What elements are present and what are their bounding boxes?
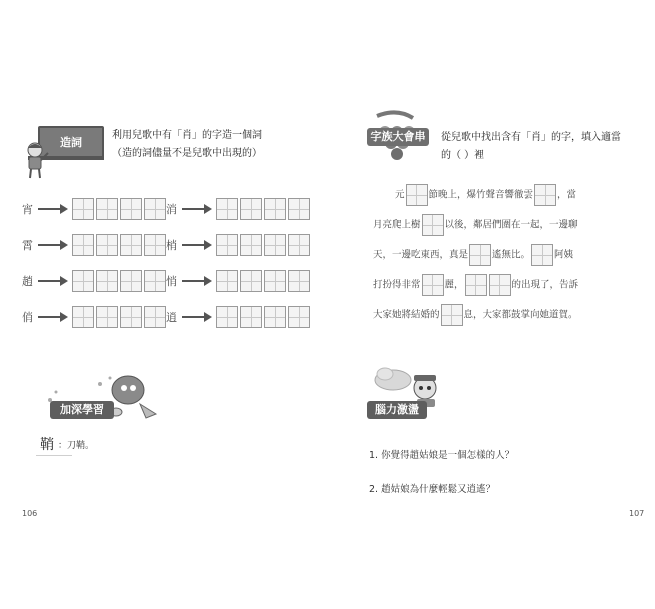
passage-text: 以後，鄰居們圍在一起，一邊聊	[444, 219, 578, 231]
answer-box[interactable]	[240, 198, 262, 220]
row-char: 梢	[166, 239, 177, 252]
question-2: 2. 趙姑娘為什麼輕鬆又逍遙？	[369, 484, 496, 495]
answer-box[interactable]	[120, 270, 142, 292]
arrow-right-icon	[182, 311, 212, 323]
answer-box[interactable]	[288, 234, 310, 256]
row-char: 逍	[166, 311, 177, 324]
answer-box[interactable]	[72, 234, 94, 256]
blank-box[interactable]	[441, 304, 463, 326]
arrow-right-icon	[38, 275, 68, 287]
arrow-right-icon	[38, 311, 68, 323]
answer-box[interactable]	[288, 270, 310, 292]
answer-box[interactable]	[120, 198, 142, 220]
answer-box[interactable]	[144, 306, 166, 328]
arrow-right-icon	[182, 275, 212, 287]
note-underline	[36, 455, 72, 456]
left-page	[0, 0, 327, 609]
answer-box[interactable]	[216, 198, 238, 220]
answer-box[interactable]	[72, 198, 94, 220]
answer-box[interactable]	[144, 270, 166, 292]
answer-box[interactable]	[72, 270, 94, 292]
blank-box[interactable]	[465, 274, 487, 296]
answer-box[interactable]	[264, 198, 286, 220]
section-title-zizu: 字族大會串	[367, 128, 429, 146]
blank-box[interactable]	[531, 244, 553, 266]
answer-box[interactable]	[240, 306, 262, 328]
blank-box[interactable]	[406, 184, 428, 206]
arrow-right-icon	[38, 203, 68, 215]
right-page	[327, 0, 655, 609]
row-char: 俏	[22, 311, 33, 324]
answer-box[interactable]	[240, 270, 262, 292]
passage-text: 打扮得非常	[373, 279, 421, 291]
answer-box[interactable]	[72, 306, 94, 328]
answer-box[interactable]	[216, 306, 238, 328]
passage-text: 的出現了，告訴	[511, 279, 579, 291]
answer-box[interactable]	[264, 270, 286, 292]
row-char: 趙	[22, 275, 33, 288]
passage-text: 月亮爬上樹	[373, 219, 421, 231]
passage-text: 麗，	[444, 279, 464, 291]
note-definition: ：刀鞘。	[58, 441, 95, 451]
answer-box[interactable]	[96, 270, 118, 292]
blank-box[interactable]	[489, 274, 511, 296]
answer-box[interactable]	[264, 234, 286, 256]
blank-box[interactable]	[422, 214, 444, 236]
arrow-right-icon	[38, 239, 68, 251]
passage-text: 大家她將結婚的	[373, 309, 440, 321]
page-number-right: 107	[629, 509, 645, 518]
answer-box[interactable]	[240, 234, 262, 256]
answer-box[interactable]	[288, 198, 310, 220]
arrow-right-icon	[182, 203, 212, 215]
answer-box[interactable]	[96, 234, 118, 256]
section-title-zaoci: 造詞	[60, 136, 82, 149]
passage-text: 阿姨	[554, 249, 574, 261]
answer-box[interactable]	[216, 234, 238, 256]
section-title-brainstorm: 腦力激盪	[367, 401, 427, 419]
answer-box[interactable]	[96, 198, 118, 220]
page-number-left: 106	[22, 509, 38, 518]
row-char: 宵	[22, 203, 33, 216]
arrow-right-icon	[182, 239, 212, 251]
instruction-line-2: 的（ ）裡	[441, 150, 485, 161]
blank-box[interactable]	[469, 244, 491, 266]
section-title-deepen: 加深學習	[50, 401, 114, 419]
question-1: 1. 你覺得趙姑娘是一個怎樣的人？	[369, 450, 515, 461]
instruction-line-1: 利用兒歌中有「肖」的字造一個詞	[112, 130, 262, 141]
instruction-line-2: （造的詞儘量不是兒歌中出現的）	[112, 148, 262, 159]
answer-box[interactable]	[144, 234, 166, 256]
note-character: 鞘	[40, 437, 54, 453]
instruction-line-1: 從兒歌中找出含有「肖」的字，填入適當	[441, 132, 621, 143]
answer-box[interactable]	[264, 306, 286, 328]
boy-pointing-icon	[20, 140, 50, 180]
answer-box[interactable]	[120, 306, 142, 328]
answer-box[interactable]	[144, 198, 166, 220]
passage-text: 遙無比。	[492, 249, 531, 261]
passage-text: 元	[395, 189, 405, 201]
row-char: 消	[166, 203, 177, 216]
passage-text: ，當	[557, 189, 577, 201]
answer-box[interactable]	[120, 234, 142, 256]
passage-text: 天，一邊吃東西，真是	[373, 249, 469, 261]
row-char: 霄	[22, 239, 33, 252]
answer-box[interactable]	[288, 306, 310, 328]
row-char: 悄	[166, 275, 177, 288]
blank-box[interactable]	[534, 184, 556, 206]
answer-box[interactable]	[216, 270, 238, 292]
blank-box[interactable]	[422, 274, 444, 296]
passage-text: 息，大家都鼓掌向她道賀。	[463, 309, 578, 321]
answer-box[interactable]	[96, 306, 118, 328]
passage-text: 節晚上，爆竹聲音響徹雲	[428, 189, 534, 201]
